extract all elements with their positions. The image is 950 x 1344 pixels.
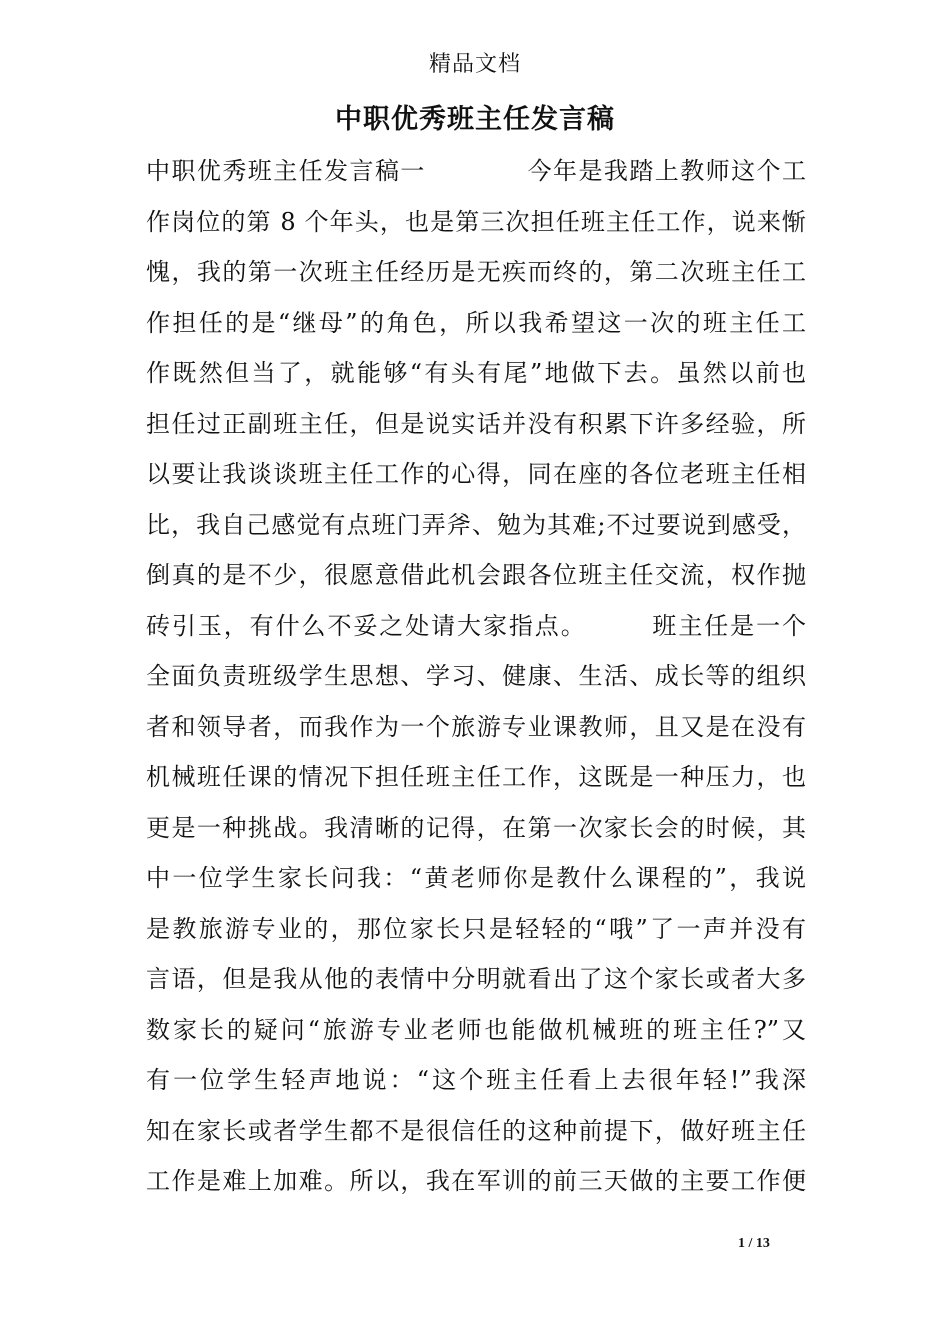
body-line: 作既然但当了，就能够“有头有尾”地做下去。虽然以前也: [146, 359, 806, 387]
page-number: 1 / 13: [738, 1236, 770, 1251]
body-line: 是教旅游专业的，那位家长只是轻轻的“哦”了一声并没有: [146, 914, 806, 943]
body-line: 作岗位的第 8 个年头，也是第三次担任班主任工作，说来惭: [146, 207, 806, 236]
body-line: 中一位学生家长问我：“黄老师你是教什么课程的”，我说: [146, 864, 806, 892]
body-line: 以要让我谈谈班主任工作的心得，同在座的各位老班主任相: [146, 460, 806, 488]
body-line: 知在家长或者学生都不是很信任的这种前提下，做好班主任: [146, 1116, 806, 1145]
body-line: 数家长的疑问“旅游专业老师也能做机械班的班主任?”又: [146, 1015, 806, 1044]
body-line: 机械班任课的情况下担任班主任工作，这既是一种压力，也: [146, 763, 806, 791]
body-line: 全面负责班级学生思想、学习、健康、生活、成长等的组织: [146, 662, 806, 690]
body-line: 工作是难上加难。所以，我在军训的前三天做的主要工作便: [146, 1167, 806, 1195]
body-line: 作担任的是“继母”的角色，所以我希望这一次的班主任工: [146, 308, 806, 337]
body-line: 更是一种挑战。我清晰的记得，在第一次家长会的时候，其: [146, 813, 806, 842]
body-line: 砖引玉，有什么不妥之处请大家指点。 班主任是一个: [146, 611, 806, 640]
page-header: 精品文档: [428, 52, 521, 77]
body-line: 言语，但是我从他的表情中分明就看出了这个家长或者大多: [146, 965, 806, 993]
body-line: 倒真的是不少，很愿意借此机会跟各位班主任交流，权作抛: [146, 561, 806, 589]
body-line: 比，我自己感觉有点班门弄斧、勉为其难;不过要说到感受，: [146, 510, 806, 539]
body-line: 者和领导者，而我作为一个旅游专业课教师，且又是在没有: [146, 712, 806, 741]
body-line: 担任过正副班主任，但是说实话并没有积累下许多经验，所: [146, 409, 806, 438]
body-line: 愧，我的第一次班主任经历是无疾而终的，第二次班主任工: [146, 258, 806, 286]
body-line: 中职优秀班主任发言稿一 今年是我踏上教师这个工: [146, 157, 806, 185]
document-title: 中职优秀班主任发言稿: [335, 104, 615, 135]
document-body: [146, 146, 806, 1207]
body-line: 有一位学生轻声地说：“这个班主任看上去很年轻!”我深: [146, 1066, 806, 1094]
